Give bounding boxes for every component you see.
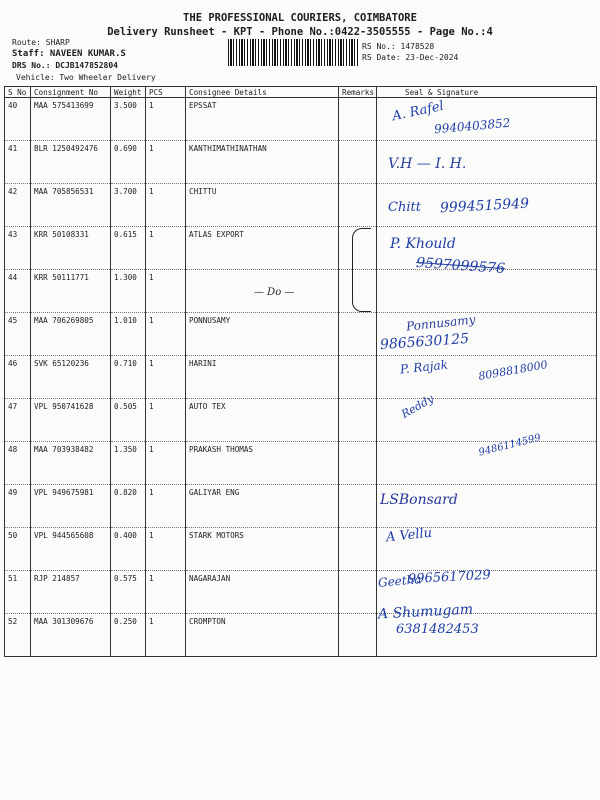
signature-row-46: P. Rajak <box>399 357 449 377</box>
consignment-cell: MAA 575413699 <box>31 98 111 141</box>
sno-cell: 41 <box>5 141 31 184</box>
table-row <box>5 227 597 270</box>
consignment-cell: KRR 50111771 <box>31 270 111 313</box>
signature-cell <box>377 227 597 270</box>
consignee-cell: KANTHIMATHINATHAN <box>186 141 339 184</box>
sno-cell: 48 <box>5 442 31 485</box>
consignee-cell: PRAKASH THOMAS <box>186 442 339 485</box>
sno-cell: 43 <box>5 227 31 270</box>
signature-cell <box>377 98 597 141</box>
pcs-cell: 1 <box>146 227 186 270</box>
company-title: THE PROFESSIONAL COURIERS, COIMBATORE <box>183 12 417 24</box>
col-remarks-header: Remarks <box>339 87 377 98</box>
weight-cell: 0.250 <box>111 614 146 657</box>
pcs-cell: 1 <box>146 184 186 227</box>
barcode <box>228 39 358 66</box>
consignee-cell: HARINI <box>186 356 339 399</box>
consignment-cell: VPL 944565608 <box>31 528 111 571</box>
sno-cell: 51 <box>5 571 31 614</box>
consignee-cell: CHITTU <box>186 184 339 227</box>
signature-row-49: LSBonsard <box>380 492 458 508</box>
consignment-cell: MAA 705856531 <box>31 184 111 227</box>
pcs-cell: 1 <box>146 442 186 485</box>
col-consignee-header: Consignee Details <box>186 87 339 98</box>
signature-cell <box>377 141 597 184</box>
remarks-cell <box>339 399 377 442</box>
weight-cell: 3.700 <box>111 184 146 227</box>
table-row <box>5 528 597 571</box>
pcs-cell: 1 <box>146 399 186 442</box>
pcs-cell: 1 <box>146 528 186 571</box>
pcs-cell: 1 <box>146 356 186 399</box>
consignment-cell: MAA 301309676 <box>31 614 111 657</box>
signature-row-45: Ponnusamy <box>405 312 477 334</box>
signature-cell <box>377 485 597 528</box>
table-row <box>5 98 597 141</box>
table-row <box>5 442 597 485</box>
signature-cell <box>377 313 597 356</box>
consignment-cell: VPL 949675981 <box>31 485 111 528</box>
runsheet-subtitle: Delivery Runsheet - KPT - Phone No.:0422-3505555 - Page No.:4 <box>107 26 493 38</box>
consignee-cell: CROMPTON <box>186 614 339 657</box>
signature-cell <box>377 270 597 313</box>
signature-cell <box>377 184 597 227</box>
weight-cell: 0.575 <box>111 571 146 614</box>
signature-cell <box>377 571 597 614</box>
signature-row-40: A. Rafel <box>391 98 446 125</box>
consignee-cell: AUTO TEX <box>186 399 339 442</box>
runsheet-table <box>4 86 597 657</box>
sno-cell: 40 <box>5 98 31 141</box>
consignment-cell: VPL 950741628 <box>31 399 111 442</box>
col-pcs-header: PCS <box>146 87 186 98</box>
table-row <box>5 614 597 657</box>
pcs-cell: 1 <box>146 313 186 356</box>
sno-cell: 44 <box>5 270 31 313</box>
remarks-cell <box>339 184 377 227</box>
sno-cell: 46 <box>5 356 31 399</box>
ditto-mark: — Do — <box>254 287 295 298</box>
table-row <box>5 313 597 356</box>
remarks-cell <box>339 485 377 528</box>
weight-cell: 1.350 <box>111 442 146 485</box>
weight-cell: 1.300 <box>111 270 146 313</box>
rs-date: RS Date: 23-Dec-2024 <box>362 53 459 62</box>
remarks-cell <box>339 98 377 141</box>
consignment-cell: SVK 65120236 <box>31 356 111 399</box>
remarks-cell <box>339 141 377 184</box>
pcs-cell: 1 <box>146 614 186 657</box>
remarks-cell <box>339 442 377 485</box>
consignee-cell: EPSSAT <box>186 98 339 141</box>
pcs-cell: 1 <box>146 141 186 184</box>
col-signature-header: Seal & Signature <box>377 87 597 98</box>
consignment-cell: KRR 50108331 <box>31 227 111 270</box>
signature-row-51: Geetha <box>377 572 423 590</box>
rs-number: RS No.: 1478528 <box>362 42 435 51</box>
col-consignment-header: Consignment No <box>31 87 111 98</box>
phone-row-48: 9486114599 <box>477 432 543 459</box>
col-weight-header: Weight <box>111 87 146 98</box>
drs-number: DRS No.: DCJB147852804 <box>12 61 118 70</box>
consignee-cell: GALIYAR ENG <box>186 485 339 528</box>
sno-cell: 42 <box>5 184 31 227</box>
consignee-cell: ATLAS EXPORT <box>186 227 339 270</box>
signature-cell <box>377 399 597 442</box>
consignee-cell: PONNUSAMY <box>186 313 339 356</box>
phone-row-40: 9940403852 <box>433 115 511 137</box>
table-row <box>5 485 597 528</box>
remarks-cell <box>339 313 377 356</box>
sno-cell: 47 <box>5 399 31 442</box>
consignment-cell: MAA 706269805 <box>31 313 111 356</box>
phone-row-51: 9965617029 <box>407 567 492 588</box>
table-row <box>5 356 597 399</box>
table-row <box>5 571 597 614</box>
bracket-mark <box>352 228 371 312</box>
signature-row-50: A Vellu <box>385 525 433 546</box>
weight-cell: 0.710 <box>111 356 146 399</box>
weight-cell: 0.820 <box>111 485 146 528</box>
consignment-cell: MAA 703938482 <box>31 442 111 485</box>
signature-cell <box>377 356 597 399</box>
vehicle-label: Vehicle: Two Wheeler Delivery <box>16 73 156 82</box>
phone-row-42: 9994515949 <box>439 195 530 217</box>
remarks-cell <box>339 571 377 614</box>
pcs-cell: 1 <box>146 485 186 528</box>
remarks-cell <box>339 356 377 399</box>
table-row <box>5 399 597 442</box>
sno-cell: 52 <box>5 614 31 657</box>
phone-row-52: 6381482453 <box>396 622 479 637</box>
staff-label: Staff: NAVEEN KUMAR.S <box>12 49 126 59</box>
signature-row-47: Reddy <box>399 392 436 421</box>
route-label: Route: SHARP <box>12 38 70 47</box>
signature-cell <box>377 614 597 657</box>
consignee-cell: STARK MOTORS <box>186 528 339 571</box>
weight-cell: 0.615 <box>111 227 146 270</box>
table-row <box>5 270 597 313</box>
consignment-cell: RJP 214857 <box>31 571 111 614</box>
signature-row-43: P. Khould <box>390 236 456 252</box>
weight-cell: 0.400 <box>111 528 146 571</box>
weight-cell: 0.505 <box>111 399 146 442</box>
pcs-cell: 1 <box>146 571 186 614</box>
signature-cell <box>377 442 597 485</box>
table-header-row <box>5 87 597 98</box>
remarks-cell <box>339 528 377 571</box>
weight-cell: 1.010 <box>111 313 146 356</box>
signature-row-52: A Shumugam <box>377 601 474 623</box>
sno-cell: 49 <box>5 485 31 528</box>
signature-row-41: V.H — I. H. <box>388 156 467 172</box>
weight-cell: 0.690 <box>111 141 146 184</box>
pcs-cell: 1 <box>146 98 186 141</box>
consignee-cell: NAGARAJAN <box>186 571 339 614</box>
consignment-cell: BLR 1250492476 <box>31 141 111 184</box>
signature-row-42: Chitt <box>388 200 421 215</box>
sno-cell: 45 <box>5 313 31 356</box>
phone-row-44: 9597099576 <box>415 254 506 278</box>
pcs-cell: 1 <box>146 270 186 313</box>
table-row <box>5 141 597 184</box>
table-row <box>5 184 597 227</box>
col-sno-header: S No <box>5 87 31 98</box>
phone-row-46: 8098818000 <box>477 358 549 383</box>
signature-cell <box>377 525 597 571</box>
phone-row-45: 9865630125 <box>379 330 470 354</box>
remarks-cell <box>339 614 377 657</box>
weight-cell: 3.500 <box>111 98 146 141</box>
sno-cell: 50 <box>5 528 31 571</box>
